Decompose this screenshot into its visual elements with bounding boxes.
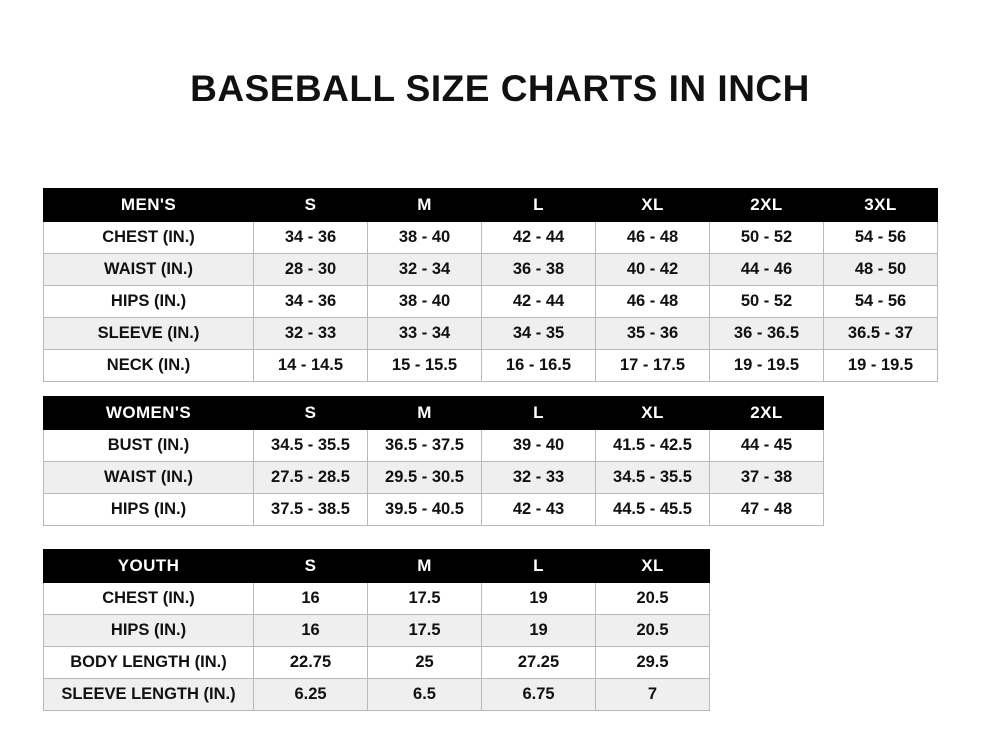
table-cell: 38 - 40 bbox=[368, 222, 482, 254]
table-cell: 29.5 bbox=[596, 647, 710, 679]
mens-size-table bbox=[43, 188, 938, 382]
table-cell: 6.25 bbox=[254, 679, 368, 711]
table-cell: 16 bbox=[254, 583, 368, 615]
table-cell: 50 - 52 bbox=[710, 222, 824, 254]
table-cell: 34 - 36 bbox=[254, 222, 368, 254]
table-cell: 39 - 40 bbox=[482, 430, 596, 462]
table-cell: 6.75 bbox=[482, 679, 596, 711]
table-cell: 32 - 33 bbox=[482, 462, 596, 494]
table-cell: 7 bbox=[596, 679, 710, 711]
table-cell: 36.5 - 37 bbox=[824, 318, 938, 350]
youth-size-table bbox=[43, 549, 710, 711]
table-row bbox=[44, 430, 824, 462]
column-header: 2XL bbox=[710, 189, 824, 222]
table-cell: 17.5 bbox=[368, 583, 482, 615]
table-cell: 54 - 56 bbox=[824, 286, 938, 318]
table-row bbox=[44, 462, 824, 494]
table-cell: 39.5 - 40.5 bbox=[368, 494, 482, 526]
row-label: BODY LENGTH (IN.) bbox=[44, 647, 254, 679]
column-header: L bbox=[482, 397, 596, 430]
table-cell: 33 - 34 bbox=[368, 318, 482, 350]
table-header-row bbox=[44, 397, 824, 430]
table-cell: 40 - 42 bbox=[596, 254, 710, 286]
table-header-row bbox=[44, 550, 710, 583]
table-cell: 35 - 36 bbox=[596, 318, 710, 350]
table-cell: 44 - 45 bbox=[710, 430, 824, 462]
column-header: WOMEN'S bbox=[44, 397, 254, 430]
table-row bbox=[44, 350, 938, 382]
table-row bbox=[44, 583, 710, 615]
table-cell: 16 bbox=[254, 615, 368, 647]
row-label: BUST (IN.) bbox=[44, 430, 254, 462]
row-label: NECK (IN.) bbox=[44, 350, 254, 382]
column-header: 2XL bbox=[710, 397, 824, 430]
table-cell: 48 - 50 bbox=[824, 254, 938, 286]
column-header: M bbox=[368, 550, 482, 583]
table-cell: 38 - 40 bbox=[368, 286, 482, 318]
row-label: HIPS (IN.) bbox=[44, 286, 254, 318]
column-header: XL bbox=[596, 189, 710, 222]
table-cell: 46 - 48 bbox=[596, 222, 710, 254]
column-header: L bbox=[482, 189, 596, 222]
table-cell: 28 - 30 bbox=[254, 254, 368, 286]
row-label: CHEST (IN.) bbox=[44, 583, 254, 615]
table-cell: 42 - 44 bbox=[482, 286, 596, 318]
table-cell: 32 - 33 bbox=[254, 318, 368, 350]
column-header: S bbox=[254, 397, 368, 430]
table-cell: 32 - 34 bbox=[368, 254, 482, 286]
column-header: XL bbox=[596, 550, 710, 583]
table-cell: 15 - 15.5 bbox=[368, 350, 482, 382]
column-header: S bbox=[254, 189, 368, 222]
table-cell: 36.5 - 37.5 bbox=[368, 430, 482, 462]
table-cell: 34 - 36 bbox=[254, 286, 368, 318]
table-row bbox=[44, 318, 938, 350]
table-cell: 36 - 38 bbox=[482, 254, 596, 286]
table-header-row bbox=[44, 189, 938, 222]
table-cell: 17.5 bbox=[368, 615, 482, 647]
column-header: M bbox=[368, 189, 482, 222]
table-cell: 44 - 46 bbox=[710, 254, 824, 286]
column-header: XL bbox=[596, 397, 710, 430]
row-label: HIPS (IN.) bbox=[44, 494, 254, 526]
column-header: 3XL bbox=[824, 189, 938, 222]
table-row bbox=[44, 615, 710, 647]
table-cell: 41.5 - 42.5 bbox=[596, 430, 710, 462]
column-header: MEN'S bbox=[44, 189, 254, 222]
table-cell: 46 - 48 bbox=[596, 286, 710, 318]
table-cell: 25 bbox=[368, 647, 482, 679]
table-cell: 42 - 43 bbox=[482, 494, 596, 526]
table-cell: 19 bbox=[482, 583, 596, 615]
table-cell: 17 - 17.5 bbox=[596, 350, 710, 382]
table-cell: 19 - 19.5 bbox=[710, 350, 824, 382]
table-cell: 29.5 - 30.5 bbox=[368, 462, 482, 494]
column-header: S bbox=[254, 550, 368, 583]
table-cell: 20.5 bbox=[596, 583, 710, 615]
row-label: WAIST (IN.) bbox=[44, 254, 254, 286]
table-cell: 27.25 bbox=[482, 647, 596, 679]
table-cell: 16 - 16.5 bbox=[482, 350, 596, 382]
table-cell: 42 - 44 bbox=[482, 222, 596, 254]
table-cell: 36 - 36.5 bbox=[710, 318, 824, 350]
table-cell: 54 - 56 bbox=[824, 222, 938, 254]
table-cell: 14 - 14.5 bbox=[254, 350, 368, 382]
table-cell: 50 - 52 bbox=[710, 286, 824, 318]
table-cell: 37.5 - 38.5 bbox=[254, 494, 368, 526]
table-cell: 44.5 - 45.5 bbox=[596, 494, 710, 526]
table-cell: 22.75 bbox=[254, 647, 368, 679]
table-cell: 27.5 - 28.5 bbox=[254, 462, 368, 494]
table-row bbox=[44, 286, 938, 318]
column-header: M bbox=[368, 397, 482, 430]
row-label: HIPS (IN.) bbox=[44, 615, 254, 647]
table-cell: 6.5 bbox=[368, 679, 482, 711]
table-row bbox=[44, 222, 938, 254]
page-title: BASEBALL SIZE CHARTS IN INCH bbox=[190, 68, 810, 109]
table-cell: 34.5 - 35.5 bbox=[254, 430, 368, 462]
row-label: WAIST (IN.) bbox=[44, 462, 254, 494]
row-label: SLEEVE (IN.) bbox=[44, 318, 254, 350]
row-label: SLEEVE LENGTH (IN.) bbox=[44, 679, 254, 711]
table-cell: 20.5 bbox=[596, 615, 710, 647]
table-row bbox=[44, 679, 710, 711]
column-header: L bbox=[482, 550, 596, 583]
row-label: CHEST (IN.) bbox=[44, 222, 254, 254]
table-cell: 47 - 48 bbox=[710, 494, 824, 526]
table-cell: 19 bbox=[482, 615, 596, 647]
womens-size-table bbox=[43, 396, 824, 526]
table-cell: 34.5 - 35.5 bbox=[596, 462, 710, 494]
table-cell: 34 - 35 bbox=[482, 318, 596, 350]
table-row bbox=[44, 647, 710, 679]
column-header: YOUTH bbox=[44, 550, 254, 583]
table-cell: 37 - 38 bbox=[710, 462, 824, 494]
table-cell: 19 - 19.5 bbox=[824, 350, 938, 382]
table-row bbox=[44, 494, 824, 526]
table-row bbox=[44, 254, 938, 286]
